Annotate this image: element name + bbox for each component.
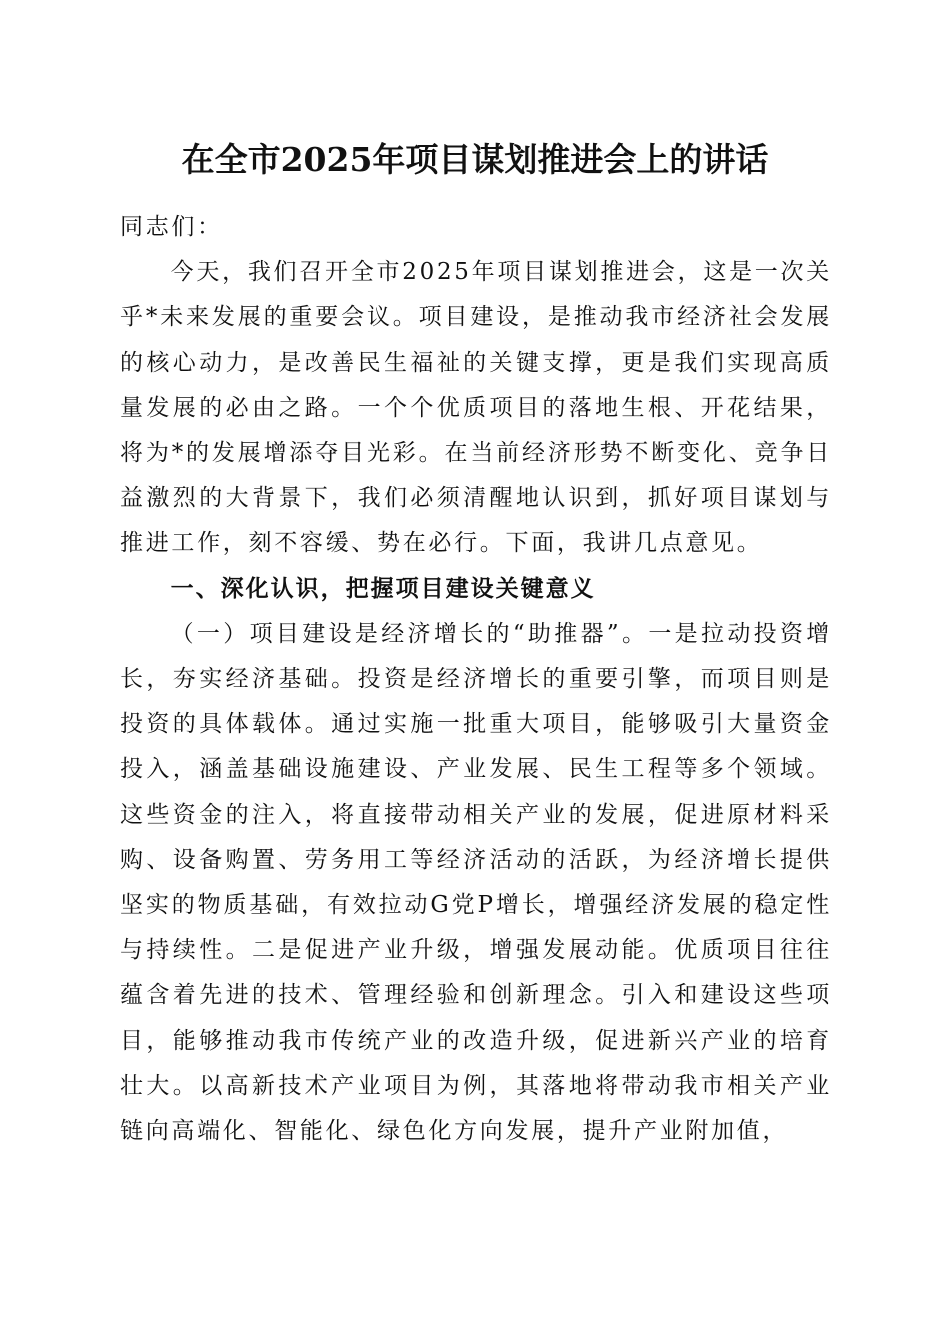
intro-paragraph: 今天，我们召开全市2025年项目谋划推进会，这是一次关乎*未来发展的重要会议。项目建设，是推动我市经济社会发展的核心动力，是改善民生福祉的关键支撑，更是我们实现高质量发展的必由之路。一个个优质项目的落地生根、开花结果，将为*的发展增添夺目光彩。在当前经济形势不断变化、竞争日益激烈的大背景下，我们必须清醒地认识到，抓好项目谋划与推进工作，刻不容缓、势在必行。下面，我讲几点意见。: [120, 259, 832, 557]
document-title: 在全市2025年项目谋划推进会上的讲话: [181, 140, 769, 179]
section-paragraph: （一）项目建设是经济增长的“助推器”。一是拉动投资增长，夯实经济基础。投资是经济增长的重要引擎，而项目则是投资的具体载体。通过实施一批重大项目，能够吸引大量资金投入，涵盖基础设施建设、产业发展、民生工程等多个领域。这些资金的注入，将直接带动相关产业的发展，促进原材料采购、设备购置、劳务用工等经济活动的活跃，为经济增长提供坚实的物质基础，有效拉动G党P增长，增强经济发展的稳定性与持续性。二是促进产业升级，增强发展动能。优质项目往往蕴含着先进的技术、管理经验和创新理念。引入和建设这些项目，能够推动我市传统产业的改造升级，促进新兴产业的培育壮大。以高新技术产业项目为例，其落地将带动我市相关产业链向高端化、智能化、绿色化方向发展，提升产业附加值，: [120, 620, 832, 1145]
section-heading: 一、深化认识，把握项目建设关键意义: [170, 575, 596, 602]
salutation: 同志们：: [120, 214, 223, 240]
document-body: [120, 205, 832, 1154]
